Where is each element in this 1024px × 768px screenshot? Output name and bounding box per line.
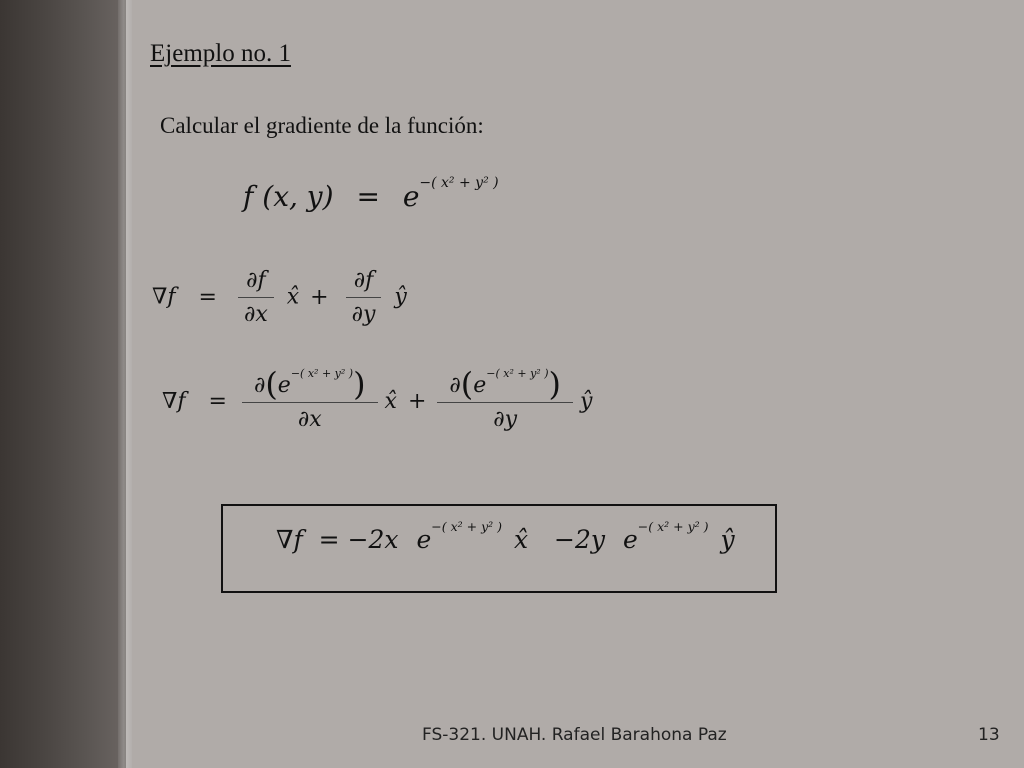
equals-sign: = (198, 284, 217, 310)
exp-base: e (622, 525, 638, 554)
partial-fraction-y (346, 268, 382, 327)
exp-exponent: −( x² + y² ) (637, 519, 709, 535)
exp-base: e (473, 373, 487, 398)
nabla-f: ∇f (162, 389, 186, 414)
plus-sign: + (310, 284, 329, 310)
left-paren: ( (265, 365, 278, 403)
y-unit-vector: ŷ (579, 389, 593, 414)
x-unit-vector: x̂ (384, 389, 397, 414)
equals-sign: = (356, 180, 380, 213)
frac-numerator: ∂f (246, 268, 266, 293)
nabla-f: ∇f (152, 284, 176, 310)
x-unit-vector: x̂ (286, 284, 300, 310)
partial-fraction-y (443, 365, 567, 432)
frac-denominator: ∂y (437, 402, 573, 432)
gradient-definition (152, 268, 407, 327)
slide-title: Ejemplo no. 1 (150, 40, 291, 67)
function-lhs: f (x, y) (243, 180, 334, 213)
partial-fraction-x (238, 268, 274, 327)
frac-denominator: ∂x (242, 402, 378, 432)
partial-symbol: ∂ (449, 373, 461, 398)
sidebar-highlight (118, 0, 132, 768)
nabla-f: ∇f (276, 525, 303, 554)
slide-subtitle: Calcular el gradiente de la función: (160, 113, 484, 138)
equals-sign: = (208, 389, 227, 414)
exp-exponent: −( x² + y² ) (290, 367, 354, 381)
gradient-applied (162, 365, 593, 432)
gradient-result (276, 519, 735, 554)
partial-symbol: ∂ (253, 373, 266, 398)
frac-denominator: ∂x (238, 297, 274, 327)
page-number: 13 (978, 725, 1000, 745)
right-paren: ) (353, 365, 366, 403)
frac-numerator (443, 365, 567, 403)
exp-exponent: −( x² + y² ) (486, 367, 549, 381)
x-unit-vector: x̂ (513, 525, 529, 554)
frac-numerator (248, 365, 372, 403)
exp-base: e (416, 525, 432, 554)
y-coefficient: −2y (554, 525, 606, 554)
plus-sign: + (407, 389, 427, 414)
exp-exponent: −( x² + y² ) (431, 519, 503, 535)
exp-exponent: −( x² + y² ) (419, 175, 499, 192)
frac-numerator: ∂f (353, 268, 374, 293)
x-coefficient: = −2x (318, 525, 399, 554)
y-unit-vector: ŷ (720, 525, 735, 554)
decorative-sidebar (0, 0, 126, 768)
partial-fraction-x (248, 365, 372, 432)
exp-base: e (402, 180, 420, 213)
exp-base: e (277, 373, 291, 398)
y-unit-vector: ŷ (394, 284, 407, 310)
right-paren: ) (548, 365, 561, 403)
function-definition (243, 175, 499, 213)
frac-denominator: ∂y (346, 297, 382, 327)
left-paren: ( (460, 365, 474, 403)
slide-footer: FS-321. UNAH. Rafael Barahona Paz (422, 725, 727, 745)
